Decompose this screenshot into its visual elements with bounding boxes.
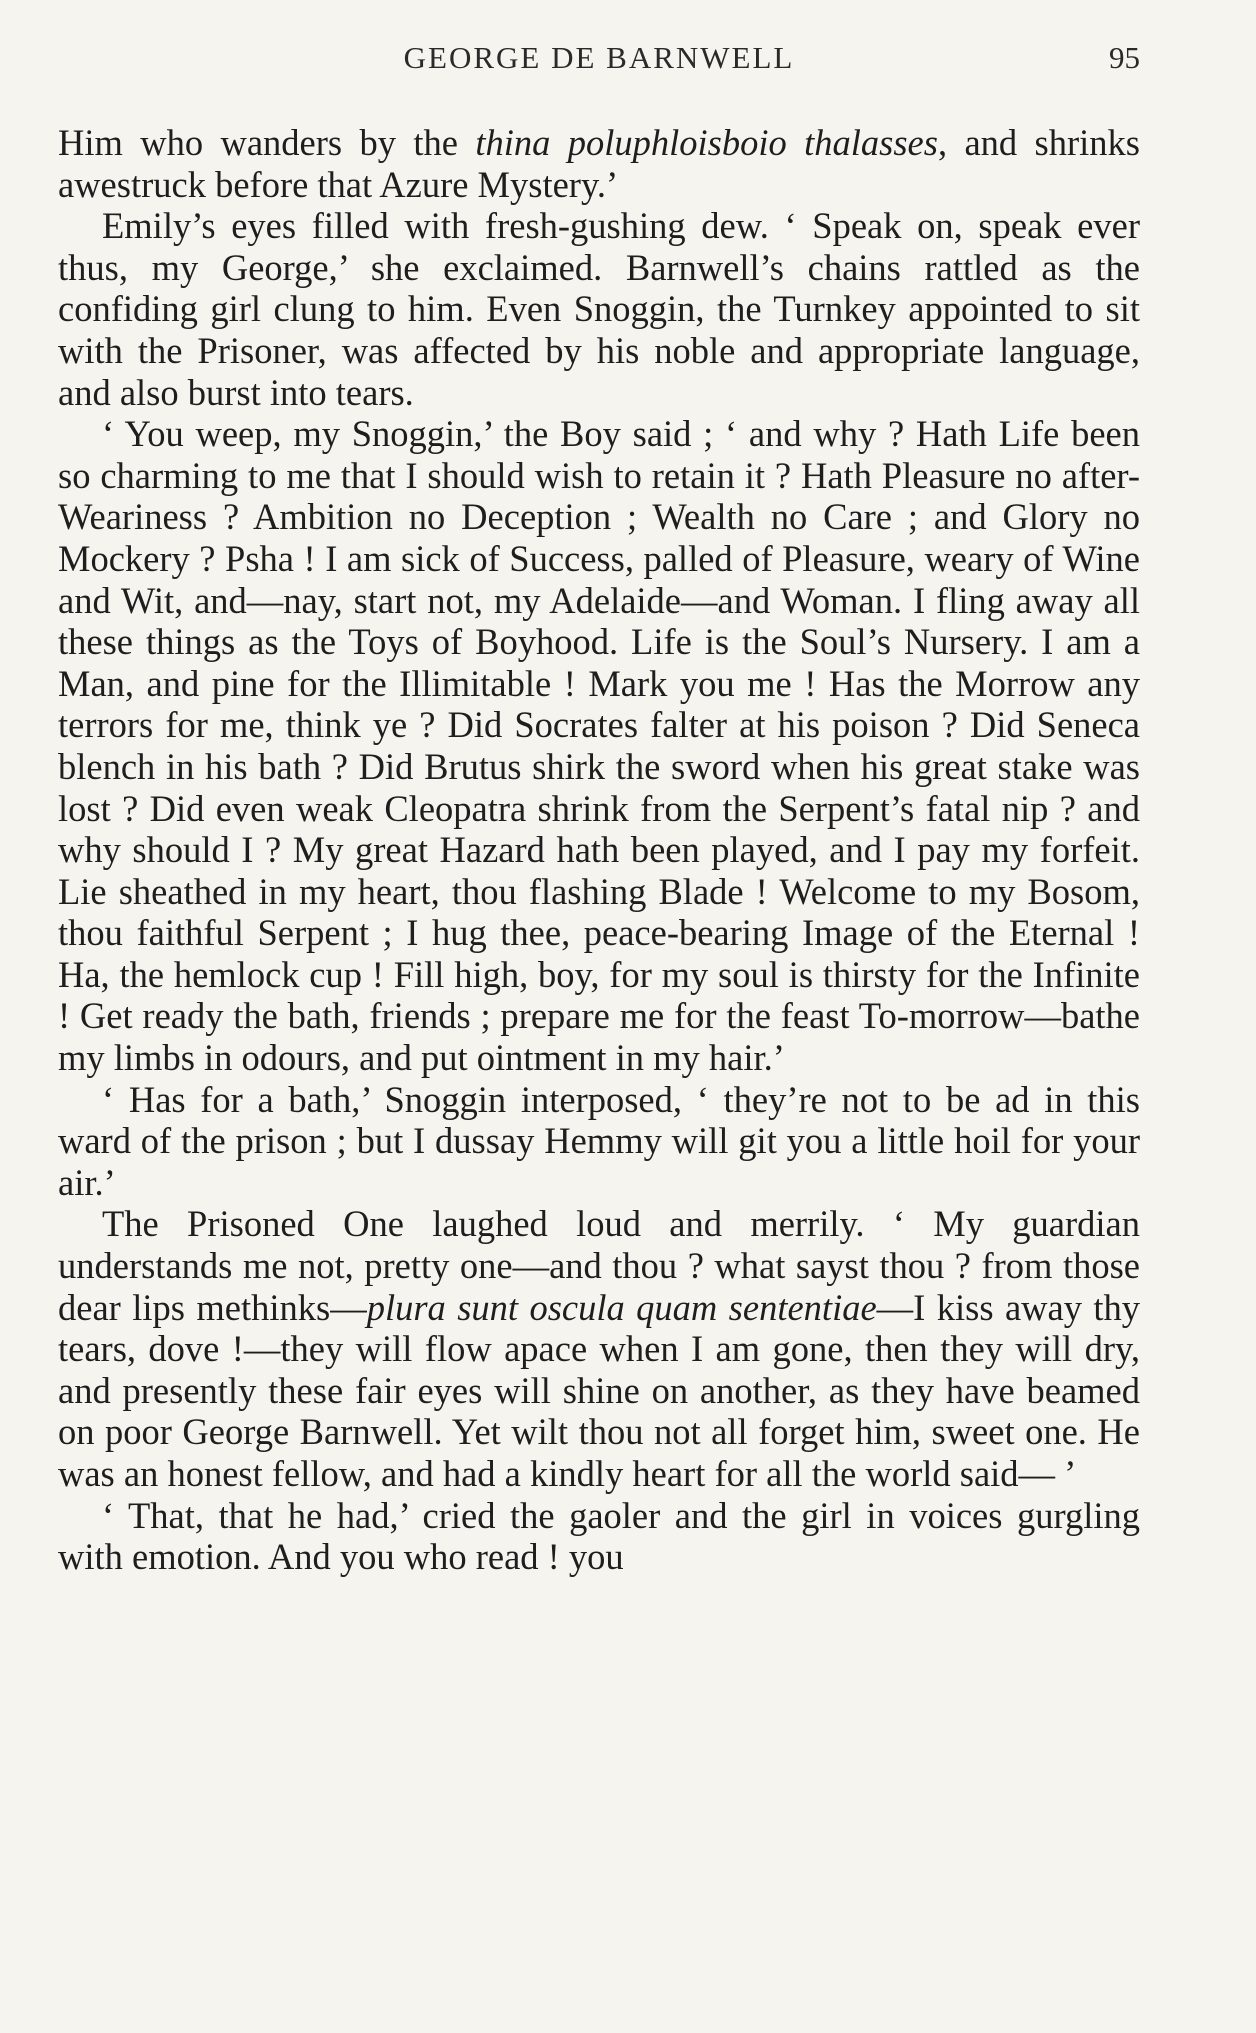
paragraph [58,413,1140,1079]
paragraph [58,205,1140,413]
running-title: GEORGE DE BARNWELL [403,40,795,75]
text-run: , and shrinks awestruck before that Azure Mystery.’ [58,122,1140,205]
page-number: 95 [1109,40,1140,75]
running-head [58,0,1140,122]
italic-phrase: thina poluphloisboio thalasses [475,122,938,163]
text-run: ‘ That, that he had,’ cried the gaoler and the girl in voices gurgling with emotion. And you who read ! you [58,1494,1140,1578]
paragraph [58,1203,1140,1494]
text-run: ‘ Has for a bath,’ Snoggin interposed, ‘ they’re not to be ad in this ward of the prison ; but I dussay Hemmy will git you a little hoil for your air.’ [58,1078,1140,1203]
text-run: ‘ You weep, my Snoggin,’ the Boy said ; ‘ and why ? Hath Life been so charming to me that I should wish to retain it ? Hath Pleasure no after-Weariness ? Ambition no Deception ; Wealth no Care ; and Glory no Mockery ? Psha ! I am sick of Success, palled of Pleasure, weary of Wine and Wit, and—nay, start not, my Adelaide—and Woman. I fling away all these things as the Toys of Boyhood. Life is the Soul’s Nursery. I am a Man, and pine for the Illimitable ! Mark you me ! Has the Morrow any terrors for me, think ye ? Did Socrates falter at his poison ? Did Seneca blench in his bath ? Did Brutus shirk the sword when his great stake was lost ? Did even weak Cleopatra shrink from the Serpent’s fatal nip ? and why should I ? My great Hazard hath been played, and I pay my forfeit. Lie sheathed in my heart, thou flashing Blade ! Welcome to my Bosom, thou faithful Serpent ; I hug thee, peace-bearing Image of the Eternal ! Ha, the hemlock cup ! Fill high, boy, for my soul is thirsty for the Infinite ! Get ready the bath, friends ; prepare me for the feast To-morrow—bathe my limbs in odours, and put ointment in my hair.’ [58,413,1140,1079]
italic-phrase: plura sunt oscula quam sententiae [366,1286,877,1328]
text-run: Him who wanders by the [58,122,476,163]
book-page [58,0,1141,1578]
text-run: —I kiss away thy tears, dove !—they will flow apace when I am gone, then they will dry, and presently these fair eyes will shine on another, as they have beamed on poor George Barnwell. Yet wilt thou not all forget him, sweet one. He was an honest fellow, and had a kindly heart for all the world said— ’ [58,1286,1141,1494]
text-run: The Prisoned One laughed loud and merrily. ‘ My guardian understands me not, pretty one—and thou ? what sayst thou ? from those dear lips methinks— [58,1203,1140,1328]
paragraph [58,1495,1140,1578]
paragraph [58,122,1140,205]
body-text [58,122,1140,1578]
paragraph [58,1079,1140,1204]
text-run: Emily’s eyes filled with fresh-gushing dew. ‘ Speak on, speak ever thus, my George,’ she exclaimed. Barnwell’s chains rattled as the confiding girl clung to him. Even Snoggin, the Turnkey appointed to sit with the Prisoner, was affected by his noble and appropriate language, and also burst into tears. [58,205,1140,413]
